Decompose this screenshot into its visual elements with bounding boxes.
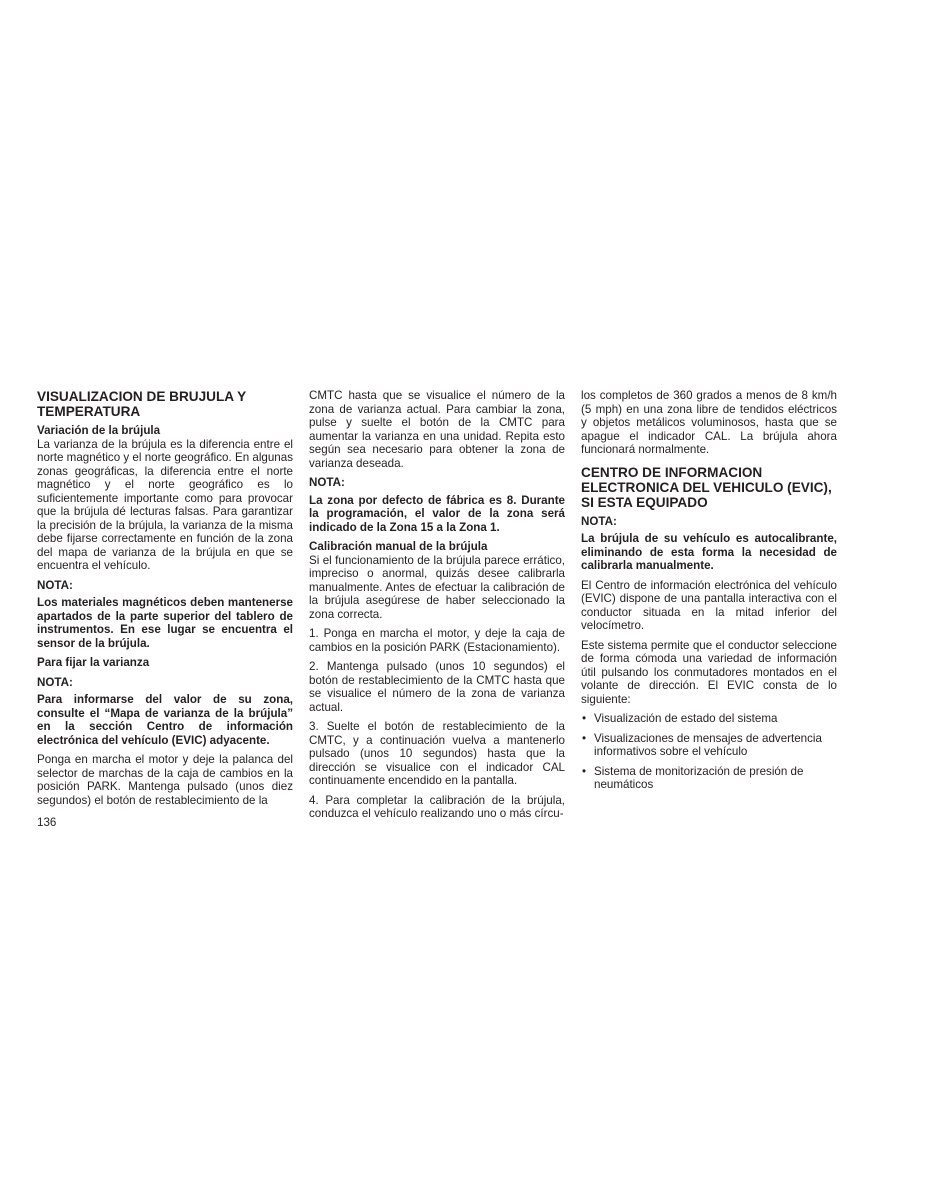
bullet-icon: • — [582, 731, 587, 745]
paragraph-calibration-circles: los completos de 360 grados a menos de 8 km/h (5 mph) en una zona libre de tendidos eléctricos y objetos metálicos voluminosos, hasta que se apague el indicador CAL. La brújula ahora funcionará normalmente. — [581, 389, 837, 456]
paragraph-evic-display: El Centro de información electrónica del vehículo (EVIC) dispone de una pantalla interactiva con el conductor situada en la mitad inferior del velocímetro. — [581, 578, 837, 632]
evic-feature-list — [581, 712, 837, 792]
column-left — [37, 389, 293, 813]
paragraph-evic-system: Este sistema permite que el conductor seleccione de forma cómoda una variedad de información útil pulsando los conmutadores montados en el volante de dirección. El EVIC consta de lo siguiente: — [581, 638, 837, 706]
bullet-icon: • — [582, 712, 587, 725]
calibration-step-1: 1. Ponga en marcha el motor, y deje la caja de cambios en la posición PARK (Estacionamiento). — [309, 627, 565, 654]
section-heading-compass: VISUALIZACION DE BRUJULA Y TEMPERATURA — [37, 389, 246, 419]
list-item-text: Visualización de estado del sistema — [594, 712, 778, 725]
paragraph-calibration-intro: Si el funcionamiento de la brújula parece errático, impreciso o anormal, quizás desee calibrarla manualmente. Antes de efectuar la calibración de la brújula asegúrese de haber seleccionado la zona correcta. — [309, 553, 565, 621]
calibration-step-2: 2. Mantenga pulsado (unos 10 segundos) el botón de restablecimiento de la CMTC hasta que se visualice el número de la zona de varianza actual. — [309, 660, 565, 714]
list-item — [581, 765, 837, 792]
page-number: 136 — [37, 816, 57, 829]
note-label: NOTA: — [581, 514, 617, 528]
column-right — [581, 389, 837, 798]
list-item-text: Sistema de monitorización de presión de neumáticos — [594, 764, 804, 791]
list-item-text: Visualizaciones de mensajes de advertencia informativos sobre el vehículo — [594, 731, 822, 758]
subheading-set-variance: Para fijar la varianza — [37, 656, 150, 669]
note-default-zone: La zona por defecto de fábrica es 8. Durante la programación, el valor de la zona será indicado de la Zona 15 a la Zona 1. — [309, 493, 565, 534]
paragraph-start-engine: Ponga en marcha el motor y deje la palanca del selector de marchas de la caja de cambios en la posición PARK. Mantenga pulsado (unos diez segundos) el botón de restablecimiento de la — [37, 753, 293, 807]
list-item — [581, 732, 837, 759]
bullet-icon: • — [582, 764, 587, 778]
note-label: NOTA: — [37, 675, 73, 689]
paragraph-cmtc-zone: CMTC hasta que se visualice el número de la zona de varianza actual. Para cambiar la zona, pulse y suelte el botón de la CMTC para aumentar la varianza en una unidad. Repita esto según sea necesario para obtener la zona de varianza deseada. — [309, 389, 565, 470]
column-middle — [309, 389, 565, 827]
list-item — [581, 712, 837, 726]
paragraph-variance-definition: La varianza de la brújula es la diferencia entre el norte magnético y el norte geográfico. En algunas zonas geográficas, la diferencia entre el norte magnético y el norte geográfico es lo suficientemente importante como para provocar que la brújula dé lecturas falsas. Para garantizar la precisión de la brújula, la varianza de la misma debe fijarse correctamente en función de la zona del mapa de varianza de la brújula en que se encuentra el vehículo. — [37, 437, 293, 572]
note-zone-map: Para informarse del valor de su zona, consulte el “Mapa de varianza de la brújula” en la sección Centro de información electrónica del vehículo (EVIC) adyacente. — [37, 693, 293, 747]
section-heading-evic: CENTRO DE INFORMACION ELECTRONICA DEL VEHICULO (EVIC), SI ESTA EQUIPADO — [581, 464, 832, 510]
calibration-step-4: 4. Para completar la calibración de la brújula, conduzca el vehículo realizando uno o más círcu- — [309, 793, 565, 820]
subheading-compass-variance: Variación de la brújula — [37, 424, 161, 437]
note-label: NOTA: — [37, 578, 73, 592]
note-autocalibrating: La brújula de su vehículo es autocalibrante, eliminando de esta forma la necesidad de calibrarla manualmente. — [581, 532, 837, 572]
subheading-manual-calibration: Calibración manual de la brújula — [309, 540, 488, 553]
note-label: NOTA: — [309, 476, 345, 489]
calibration-step-3: 3. Suelte el botón de restablecimiento de la CMTC, y a continuación vuelva a mantenerlo pulsado (unos 10 segundos) hasta que la dirección se visualice con el indicador CAL continuamente encendido en la pantalla. — [309, 720, 565, 787]
note-magnetic-materials: Los materiales magnéticos deben mantenerse apartados de la parte superior del tablero de instrumentos. En ese lugar se encuentra el sensor de la brújula. — [37, 596, 293, 650]
